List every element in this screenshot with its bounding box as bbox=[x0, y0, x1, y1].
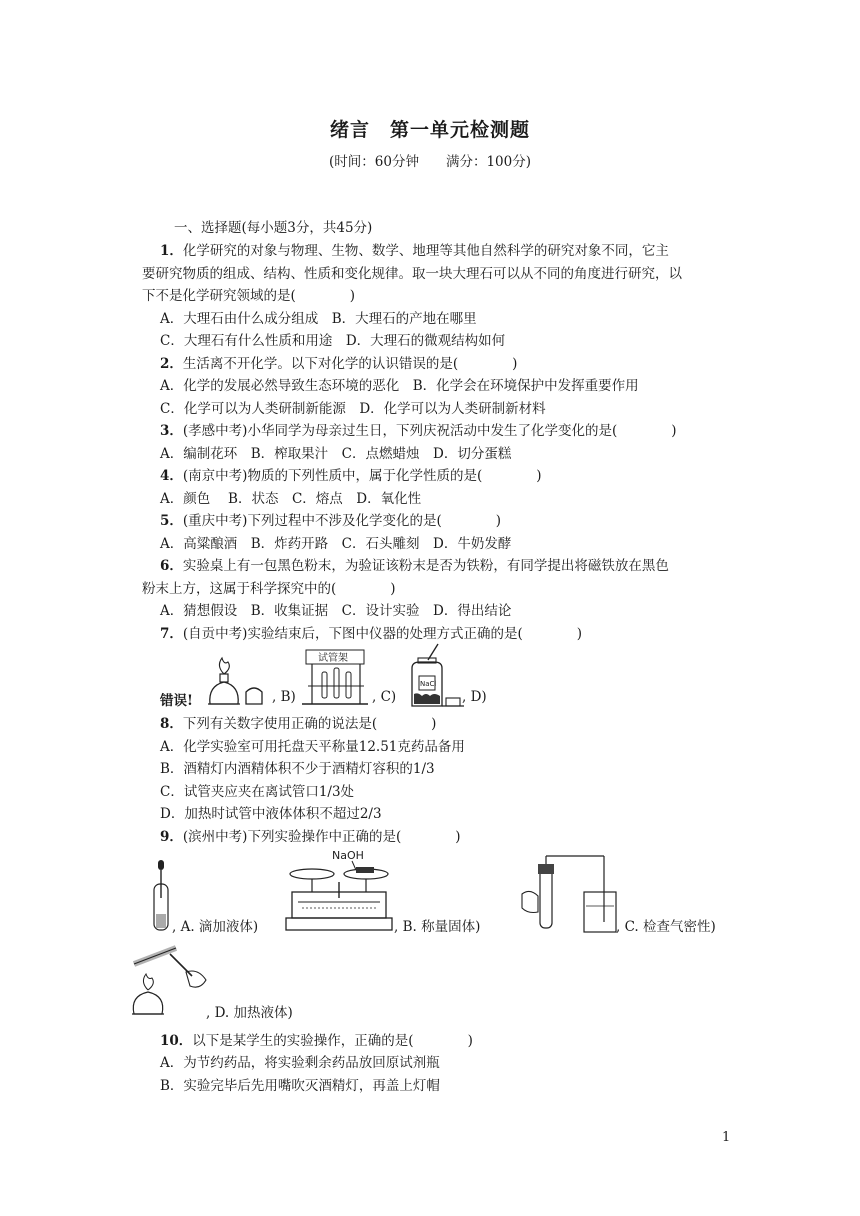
question-number: 2． bbox=[160, 356, 183, 372]
question-number: 7． bbox=[160, 626, 183, 642]
question-4-options: A．颜色 B．状态 C．熔点 D．氧化性 bbox=[160, 491, 422, 507]
question-text: (孝感中考)小华同学为母亲过生日，下列庆祝活动中发生了化学变化的是( ) bbox=[182, 423, 677, 439]
question-10 bbox=[160, 1031, 473, 1051]
question-number: 3． bbox=[160, 423, 183, 439]
figure-caption-9d: , D. 加热液体) bbox=[206, 1005, 293, 1021]
question-1-line-1 bbox=[160, 241, 669, 261]
page-number: 1 bbox=[722, 1130, 731, 1145]
airtightness-figure bbox=[520, 852, 618, 936]
question-text: 以下是某学生的实验操作，正确的是( ) bbox=[192, 1033, 473, 1049]
question-text: 化学研究的对象与物理、生物、数学、地理等其他自然科学的研究对象不同，它主 bbox=[182, 243, 669, 259]
question-7 bbox=[160, 624, 582, 644]
figure-caption-d: , D) bbox=[462, 689, 487, 705]
question-text: (滨州中考)下列实验操作中正确的是( ) bbox=[182, 829, 461, 845]
question-8-option-a: A．化学实验室可用托盘天平称量12.51克药品备用 bbox=[160, 739, 465, 755]
reagent-bottle-figure bbox=[404, 642, 466, 710]
question-text: 下列有关数字使用正确的说法是( ) bbox=[182, 716, 437, 732]
question-8-option-d: D．加热时试管中液体体积不超过2/3 bbox=[160, 806, 382, 822]
question-number: 6． bbox=[160, 558, 183, 574]
question-5 bbox=[160, 511, 501, 531]
nacl-label: NaCl bbox=[420, 680, 437, 688]
question-8-option-c: C．试管夹应夹在离试管口1/3处 bbox=[160, 784, 355, 800]
naoh-label: NaOH bbox=[332, 849, 364, 862]
page-title: 绪言 第一单元检测题 bbox=[329, 119, 530, 141]
question-2-options-2: C．化学可以为人类研制新能源 D．化学可以为人类研制新材料 bbox=[160, 401, 546, 417]
question-1-line-3: 下不是化学研究领域的是( ) bbox=[142, 288, 356, 304]
balance-figure bbox=[282, 846, 398, 936]
question-text: (重庆中考)下列过程中不涉及化学变化的是( ) bbox=[182, 513, 501, 529]
figure-caption-9c: , C. 检查气密性) bbox=[616, 919, 716, 935]
question-6-line-2: 粉末上方，这属于科学探究中的( ) bbox=[142, 581, 396, 597]
question-text: (南京中考)物质的下列性质中，属于化学性质的是( ) bbox=[182, 468, 542, 484]
question-10-option-a: A．为节约药品，将实验剩余药品放回原试剂瓶 bbox=[160, 1055, 440, 1071]
figure-caption-9b: , B. 称量固体) bbox=[394, 919, 481, 935]
page-subtitle: (时间：60分钟 满分：100分) bbox=[329, 154, 531, 170]
figure-caption-c: , C) bbox=[372, 689, 397, 705]
question-number: 1． bbox=[160, 243, 183, 259]
question-text: 生活离不开化学。以下对化学的认识错误的是( ) bbox=[182, 356, 518, 372]
test-tube-rack-figure bbox=[296, 646, 370, 708]
question-1-options-1: A．大理石由什么成分组成 B．大理石的产地在哪里 bbox=[160, 311, 477, 327]
figure-caption-b: , B) bbox=[272, 689, 296, 705]
question-text: (自贡中考)实验结束后，下图中仪器的处理方式正确的是( ) bbox=[182, 626, 582, 642]
heating-liquid-figure bbox=[126, 938, 210, 1018]
rack-label: 试管架 bbox=[318, 653, 348, 664]
alcohol-lamp-figure bbox=[206, 656, 272, 708]
question-number: 4． bbox=[160, 468, 183, 484]
question-8-option-b: B．酒精灯内酒精体积不少于酒精灯容积的1/3 bbox=[160, 761, 435, 777]
dropper-figure bbox=[150, 858, 174, 934]
section-heading: 一、选择题(每小题3分，共45分) bbox=[174, 220, 373, 236]
question-number: 9． bbox=[160, 829, 183, 845]
question-4 bbox=[160, 466, 541, 486]
question-6-line-1 bbox=[160, 556, 669, 576]
question-number: 5． bbox=[160, 513, 183, 529]
question-number: 10． bbox=[160, 1033, 193, 1049]
question-number: 8． bbox=[160, 716, 183, 732]
figure-caption-9a: , A. 滴加液体) bbox=[172, 919, 259, 935]
question-3 bbox=[160, 421, 676, 441]
question-2-options-1: A．化学的发展必然导致生态环境的恶化 B．化学会在环境保护中发挥重要作用 bbox=[160, 378, 639, 394]
question-6-options: A．猜想假设 B．收集证据 C．设计实验 D．得出结论 bbox=[160, 603, 512, 619]
question-3-options: A．编制花环 B．榨取果汁 C．点燃蜡烛 D．切分蛋糕 bbox=[160, 446, 512, 462]
error-marker: 错误! bbox=[160, 693, 193, 709]
question-1-options-2: C．大理石有什么性质和用途 D．大理石的微观结构如何 bbox=[160, 333, 506, 349]
question-10-option-b: B．实验完毕后先用嘴吹灭酒精灯，再盖上灯帽 bbox=[160, 1078, 440, 1094]
question-1-line-2: 要研究物质的组成、结构、性质和变化规律。取一块大理石可以从不同的角度进行研究，以 bbox=[142, 266, 682, 282]
question-8 bbox=[160, 714, 436, 734]
question-9 bbox=[160, 827, 460, 847]
question-2 bbox=[160, 354, 517, 374]
question-5-options: A．高粱酿酒 B．炸药开路 C．石头雕刻 D．牛奶发酵 bbox=[160, 536, 512, 552]
question-text: 实验桌上有一包黑色粉末，为验证该粉末是否为铁粉，有同学提出将磁铁放在黑色 bbox=[182, 558, 669, 574]
